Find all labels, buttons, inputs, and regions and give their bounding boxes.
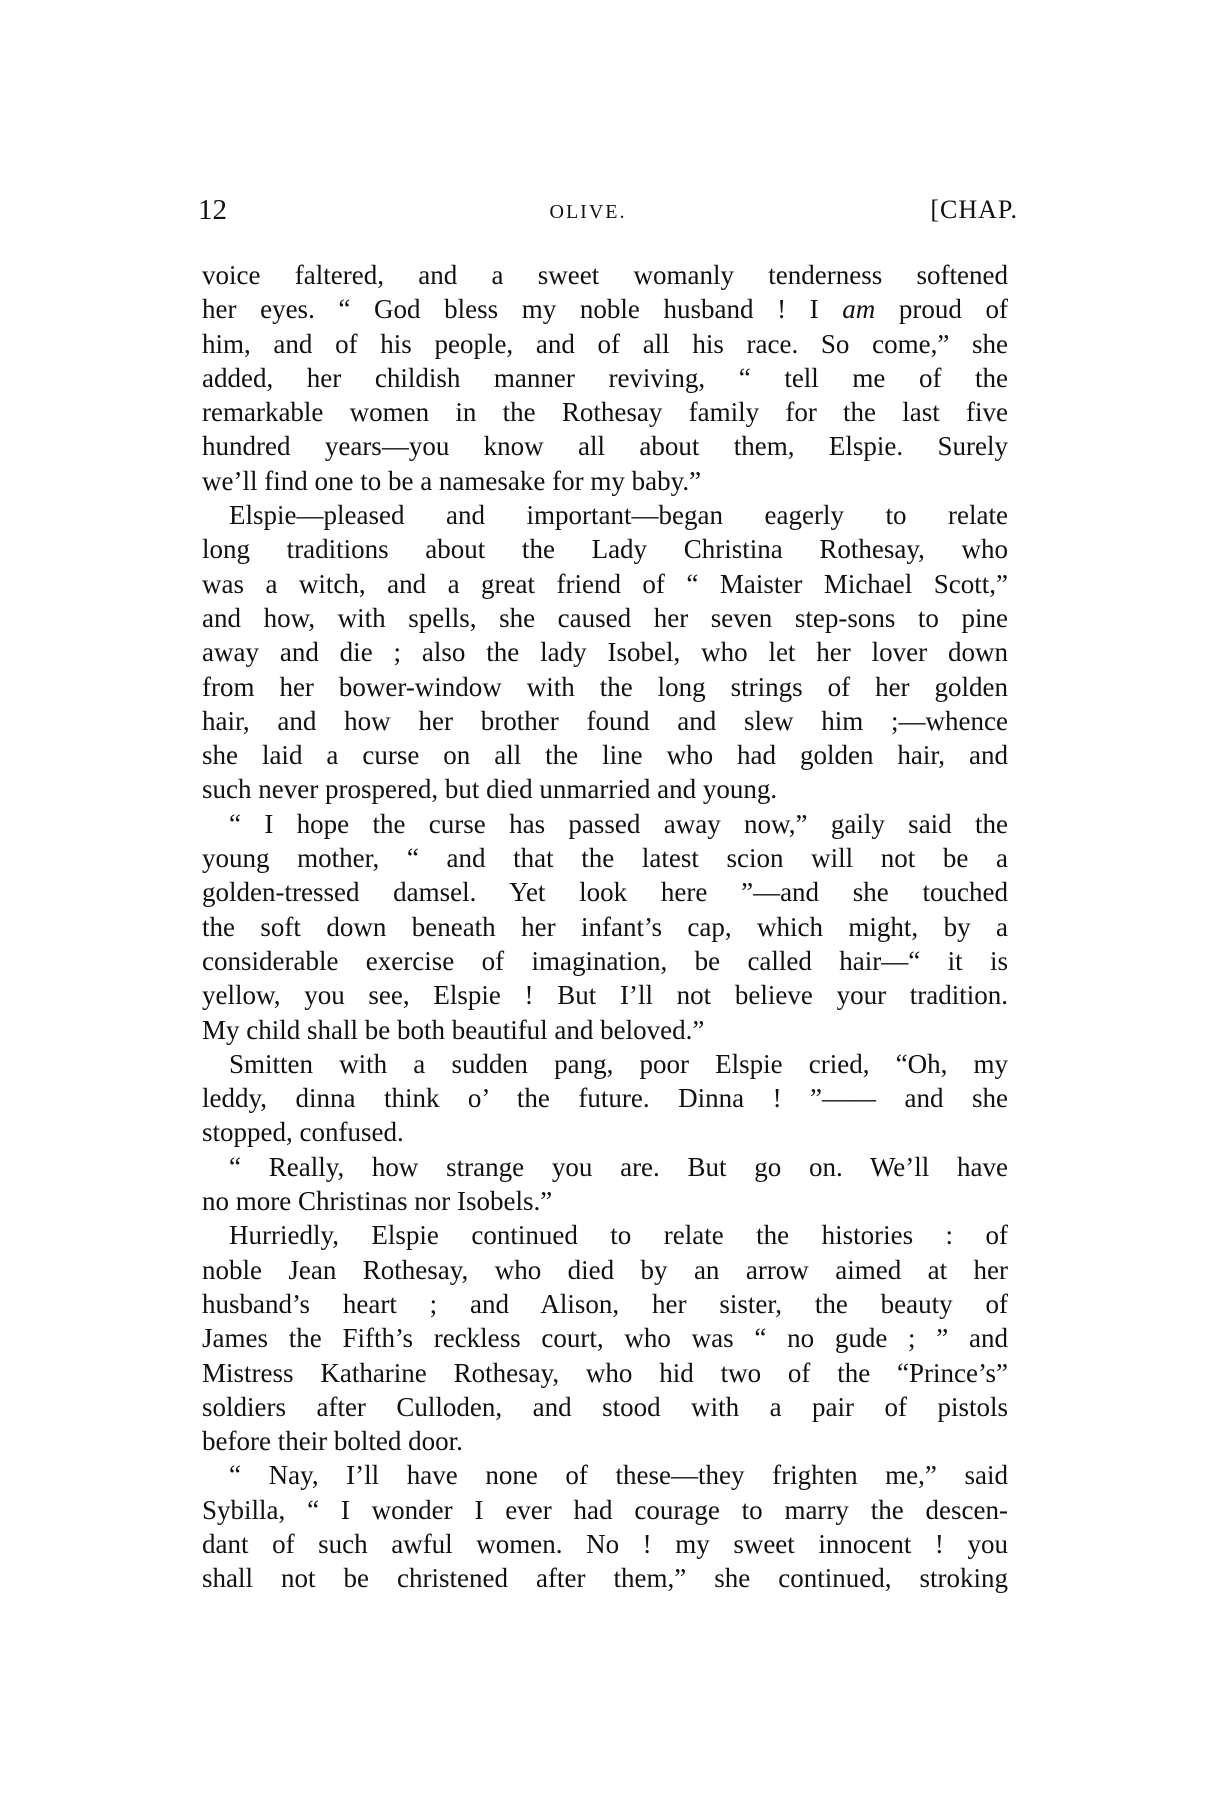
text-line: from her bower-window with the long strings of her golden (202, 671, 1008, 702)
text-line-segment: proud of (875, 294, 1008, 325)
text-line: “ I hope the curse has passed away now,” gaily said the (229, 808, 1008, 839)
text-line: such never prospered, but died unmarried and young. (202, 774, 778, 805)
text-line: she laid a curse on all the line who had golden hair, and (202, 740, 1008, 771)
text-line: no more Christinas nor Isobels.” (202, 1186, 553, 1217)
body-text (202, 258, 1008, 1596)
text-line: him, and of his people, and of all his race. So come,” she (202, 328, 1008, 359)
text-line: hundred years—you know all about them, Elspie. Surely (202, 431, 1008, 462)
text-line: young mother, “ and that the latest scion will not be a (202, 843, 1008, 874)
text-line: yellow, you see, Elspie ! But I’ll not believe your tradition. (202, 980, 1008, 1011)
text-line-segment: her eyes. “ God bless my noble husband ! I (202, 294, 843, 325)
text-line: Smitten with a sudden pang, poor Elspie cried, “Oh, my (229, 1048, 1008, 1079)
text-line: hair, and how her brother found and slew him ;—whence (202, 705, 1008, 736)
text-line: My child shall be both beautiful and beloved.” (202, 1014, 705, 1045)
text-line: Elspie—pleased and important—began eagerly to relate (229, 500, 1008, 531)
text-line: “ Really, how strange you are. But go on. We’ll have (229, 1151, 1008, 1182)
text-line: golden-tressed damsel. Yet look here ”—and she touched (202, 877, 1008, 908)
page-header (198, 192, 1018, 232)
text-line: dant of such awful women. No ! my sweet innocent ! you (202, 1528, 1008, 1559)
text-line: considerable exercise of imagination, be called hair—“ it is (202, 945, 1008, 976)
text-line: away and die ; also the lady Isobel, who let her lover down (202, 637, 1008, 668)
text-line: shall not be christened after them,” she continued, stroking (202, 1563, 1008, 1594)
chapter-label: [CHAP. (930, 195, 1018, 224)
text-line: remarkable women in the Rothesay family for the last five (202, 397, 1008, 428)
text-line: we’ll find one to be a namesake for my baby.” (202, 465, 702, 496)
text-line: and how, with spells, she caused her seven step-sons to pine (202, 602, 1008, 633)
page-number: 12 (198, 194, 227, 226)
text-line: James the Fifth’s reckless court, who was “ no gude ; ” and (202, 1323, 1008, 1354)
text-line: stopped, confused. (202, 1117, 404, 1148)
text-line: was a witch, and a great friend of “ Maister Michael Scott,” (202, 568, 1008, 599)
text-line: Sybilla, “ I wonder I ever had courage to marry the descen- (202, 1494, 1008, 1525)
italic-emphasis: am (842, 294, 876, 325)
text-line (202, 292, 1008, 326)
text-line: husband’s heart ; and Alison, her sister, the beauty of (202, 1288, 1008, 1319)
text-line: the soft down beneath her infant’s cap, which might, by a (202, 911, 1008, 942)
text-line: long traditions about the Lady Christina Rothesay, who (202, 534, 1008, 565)
text-line: added, her childish manner reviving, “ tell me of the (202, 362, 1008, 393)
text-line: Hurriedly, Elspie continued to relate the histories : of (229, 1220, 1008, 1251)
running-title: OLIVE. (549, 201, 627, 223)
text-line: noble Jean Rothesay, who died by an arrow aimed at her (202, 1254, 1008, 1285)
text-line: voice faltered, and a sweet womanly tenderness softened (202, 260, 1008, 290)
text-line: soldiers after Culloden, and stood with a pair of pistols (202, 1391, 1008, 1422)
text-line: leddy, dinna think o’ the future. Dinna ! ”—— and she (202, 1083, 1008, 1114)
text-line: “ Nay, I’ll have none of these—they frighten me,” said (229, 1460, 1008, 1491)
text-line: before their bolted door. (202, 1426, 463, 1457)
text-line: Mistress Katharine Rothesay, who hid two of the “Prince’s” (202, 1357, 1008, 1388)
